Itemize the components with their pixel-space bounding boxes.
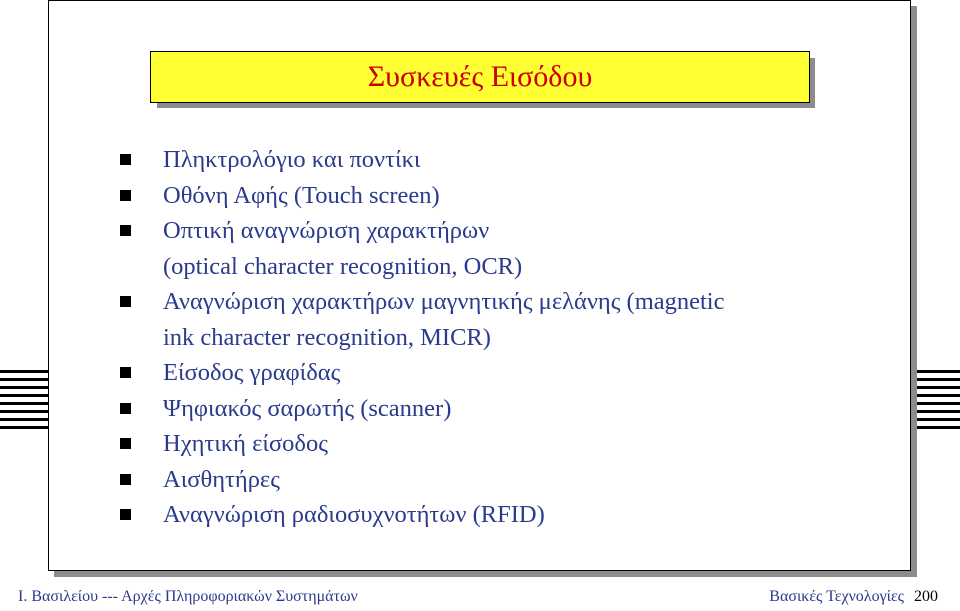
slide-title: Συσκευές Εισόδου [367,60,593,93]
bullet-list [120,142,860,533]
list-item [120,284,860,355]
list-item [120,355,860,391]
left-decoration-lines [0,370,48,434]
list-item [120,142,860,178]
square-bullet-icon [120,403,131,414]
list-item [120,391,860,427]
list-item [120,178,860,214]
footer-section-title: Βασικές Τεχνολογίες [769,588,904,605]
list-item-text: Οπτική αναγνώριση χαρακτήρων (optical character recognition, OCR) [163,217,523,280]
list-item [120,497,860,533]
square-bullet-icon [120,225,131,236]
square-bullet-icon [120,509,131,520]
list-item-text: Αναγνώριση ραδιοσυχνοτήτων (RFID) [163,501,545,528]
list-item-text: Οθόνη Αφής (Touch screen) [163,181,440,209]
square-bullet-icon [120,154,131,165]
square-bullet-icon [120,190,131,201]
list-item-text: Ψηφιακός σαρωτής (scanner) [163,394,452,422]
list-item-text: Είσοδος γραφίδας [163,359,341,386]
list-item-text: Ηχητική είσοδος [163,430,328,457]
page-number: 200 [914,588,938,605]
list-item-text: Αναγνώριση χαρακτήρων μαγνητικής μελάνης (magnetic ink character recognition, MICR) [163,288,725,351]
right-decoration-lines [912,370,960,434]
list-item [120,426,860,462]
footer-author-course: Ι. Βασιλείου --- Αρχές Πληροφοριακών Συστημάτων [18,588,358,605]
list-item-text: Αισθητήρες [163,465,280,493]
square-bullet-icon [120,367,131,378]
list-item-text: Πληκτρολόγιο και ποντίκι [163,146,421,173]
title-box [150,51,810,103]
square-bullet-icon [120,296,131,307]
square-bullet-icon [120,438,131,449]
footer-right [769,588,938,606]
list-item [120,462,860,498]
square-bullet-icon [120,474,131,485]
list-item [120,213,860,284]
